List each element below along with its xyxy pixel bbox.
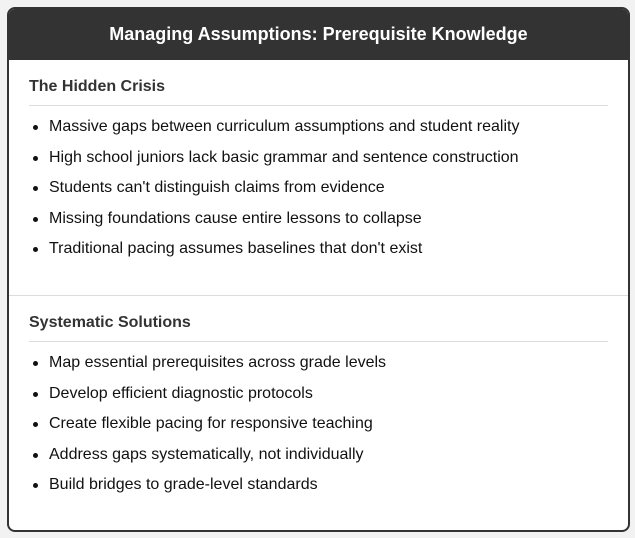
section-title: Systematic Solutions: [29, 314, 608, 342]
list-item: [29, 415, 608, 446]
list-item: [29, 354, 608, 385]
card-header: [9, 9, 628, 60]
bullet-icon: [33, 247, 38, 252]
list-item: [29, 149, 608, 180]
section-systematic-solutions: [9, 296, 628, 507]
list-item-text: Create flexible pacing for responsive teaching: [49, 415, 373, 432]
bullet-icon: [33, 156, 38, 161]
section-hidden-crisis: [9, 60, 628, 296]
section-title: The Hidden Crisis: [29, 78, 608, 106]
list-item-text: High school juniors lack basic grammar and sentence construction: [49, 148, 519, 166]
list-item-text: Map essential prerequisites across grade levels: [49, 354, 387, 371]
list-item-text: Address gaps systematically, not individually: [49, 445, 364, 463]
bullet-icon: [33, 186, 38, 191]
bullet-icon: [33, 125, 38, 130]
bullet-icon: [33, 483, 38, 488]
list-item: [29, 210, 608, 241]
list-item: [29, 385, 608, 416]
list-item-text: Students can't distinguish claims from evidence: [49, 179, 385, 196]
page-title: Managing Assumptions: Prerequisite Knowledge: [109, 24, 528, 44]
list-item: [29, 179, 608, 210]
list-item-text: Traditional pacing assumes baselines that don't exist: [49, 240, 423, 257]
bullet-icon: [33, 453, 38, 458]
bullet-icon: [33, 422, 38, 427]
list-item: [29, 118, 608, 149]
list-item-text: Develop efficient diagnostic protocols: [49, 384, 313, 402]
list-item: [29, 476, 608, 507]
list-item-text: Missing foundations cause entire lessons to collapse: [49, 209, 422, 227]
bullet-icon: [33, 392, 38, 397]
bullet-icon: [33, 361, 38, 366]
list-item-text: Build bridges to grade-level standards: [49, 476, 318, 493]
content-card: [7, 7, 630, 532]
list-item-text: Massive gaps between curriculum assumptions and student reality: [49, 118, 520, 135]
bullet-list: [29, 354, 608, 507]
bullet-list: [29, 118, 608, 271]
list-item: [29, 446, 608, 477]
list-item: [29, 240, 608, 271]
bullet-icon: [33, 217, 38, 222]
